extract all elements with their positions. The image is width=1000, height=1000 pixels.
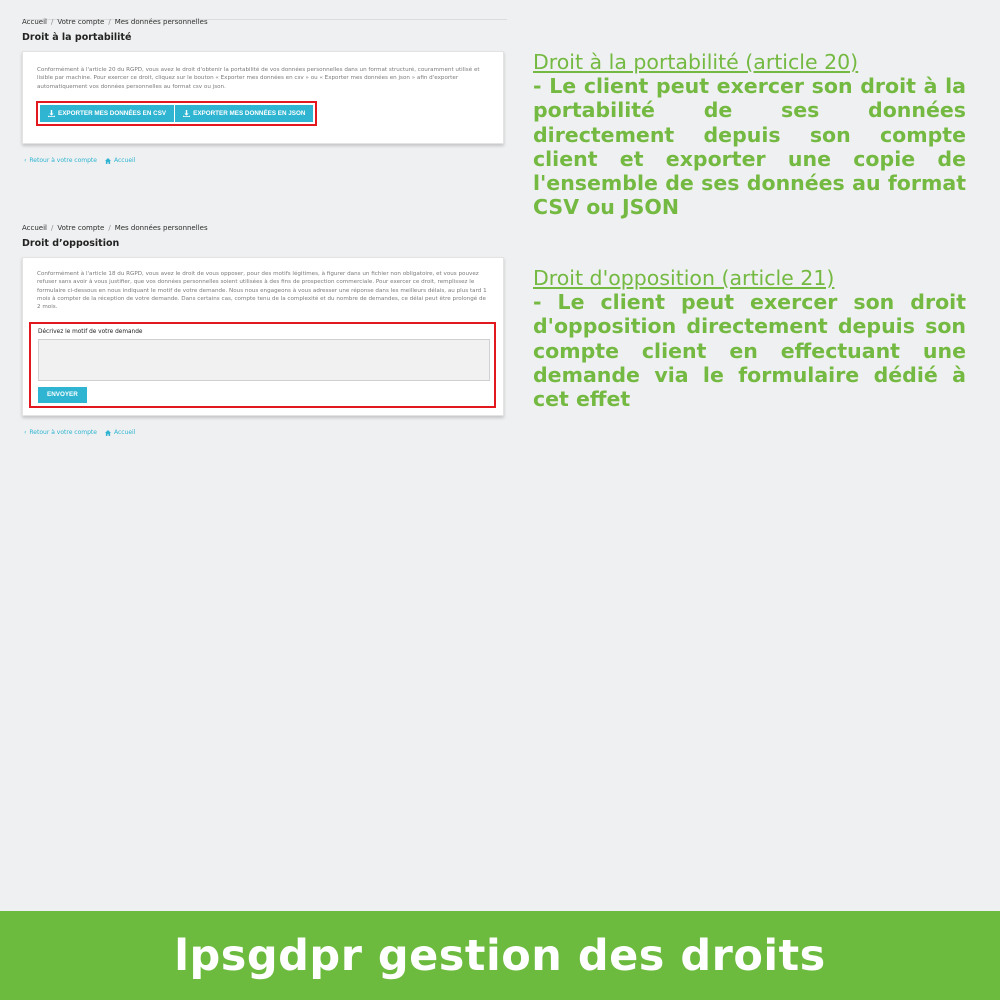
portability-heading: Droit à la portabilité (article 20) (533, 50, 859, 74)
opposition-form-highlight (29, 322, 496, 408)
portability-intro: Conformément à l'article 20 du RGPD, vous avez le droit d'obtenir la portabilité de vos données personnelles dans un format structuré, couramment utilisé et lisible par machine. Pour exercer ce droit, cliquez sur le bouton « Exporter mes données en csv » ou « Exporter mes données en json » afin d'exporter automatiquement vos données personnelles au format csv ou json. (37, 67, 480, 90)
portability-text: - Le client peut exercer son droit à la portabilité de ses données directement depuis son compte client et exporter une copie de l'ensemble de ses données au format CSV ou JSON (533, 74, 966, 220)
portability-description (533, 50, 966, 219)
banner-title: lpsgdpr gestion des droits (174, 930, 826, 981)
export-csv-button[interactable]: EXPORTER MES DONNÉES EN CSV (40, 105, 174, 122)
opposition-heading: Droit d'opposition (article 21) (533, 266, 835, 290)
breadcrumb-account[interactable]: Votre compte (57, 18, 105, 26)
breadcrumb-personal-data: Mes données personnelles (114, 18, 208, 26)
opposition-screenshot (22, 222, 504, 439)
page-title: Droit d’opposition (22, 238, 120, 249)
motif-textarea[interactable] (38, 339, 490, 381)
portability-card (22, 51, 504, 144)
download-icon (183, 110, 190, 117)
breadcrumb: Accueil / Votre compte / Mes données personnelles (22, 224, 208, 232)
footer-links (24, 155, 504, 167)
breadcrumb-account[interactable]: Votre compte (57, 224, 105, 232)
breadcrumb-home[interactable]: Accueil (22, 224, 47, 232)
send-button[interactable]: ENVOYER (38, 387, 87, 403)
home-icon (105, 430, 111, 436)
home-link[interactable]: Accueil (105, 155, 135, 167)
portability-screenshot (22, 16, 504, 167)
motif-label: Décrivez le motif de votre demande (38, 329, 143, 335)
back-to-account-link[interactable]: ‹ Retour à votre compte (24, 427, 97, 439)
footer-links (24, 427, 504, 439)
opposition-text: - Le client peut exercer son droit d'opposition directement depuis son compte client en effectuant une demande via le formulaire dédié à cet effet (533, 290, 966, 412)
home-icon (105, 158, 111, 164)
page-title: Droit à la portabilité (22, 32, 132, 43)
breadcrumb-home[interactable]: Accueil (22, 18, 47, 26)
export-buttons-highlight (36, 101, 317, 126)
opposition-card (22, 257, 504, 416)
home-link[interactable]: Accueil (105, 427, 135, 439)
breadcrumb-personal-data: Mes données personnelles (114, 224, 208, 232)
breadcrumb: Accueil / Votre compte / Mes données personnelles (22, 18, 208, 26)
chevron-left-icon: ‹ (24, 157, 27, 164)
download-icon (48, 110, 55, 117)
chevron-left-icon: ‹ (24, 429, 27, 436)
export-json-button[interactable]: EXPORTER MES DONNÉES EN JSON (175, 105, 313, 122)
opposition-description (533, 266, 966, 411)
back-to-account-link[interactable]: ‹ Retour à votre compte (24, 155, 97, 167)
bottom-banner (0, 911, 1000, 1000)
opposition-intro: Conformément à l'article 18 du RGPD, vous avez le droit de vous opposer, pour des motifs légitimes, à figurer dans un fichier non obligatoire, et vous pouvez refuser sans avoir à vous justifier, que vos données personnelles soient utilisées à des fins de prospection commerciale. Pour exercer ce droit, remplissez le formulaire ci-dessous en nous indiquant le motif de votre demande. Nous nous engageons à vous adresser une réponse dans les meilleurs délais, au plus tard 1 mois à compter de la réception de votre demande. Dans certains cas, compte tenu de la complexité et du nombre de demandes, ce délai peut être prolongé de 2 mois. (37, 271, 487, 311)
